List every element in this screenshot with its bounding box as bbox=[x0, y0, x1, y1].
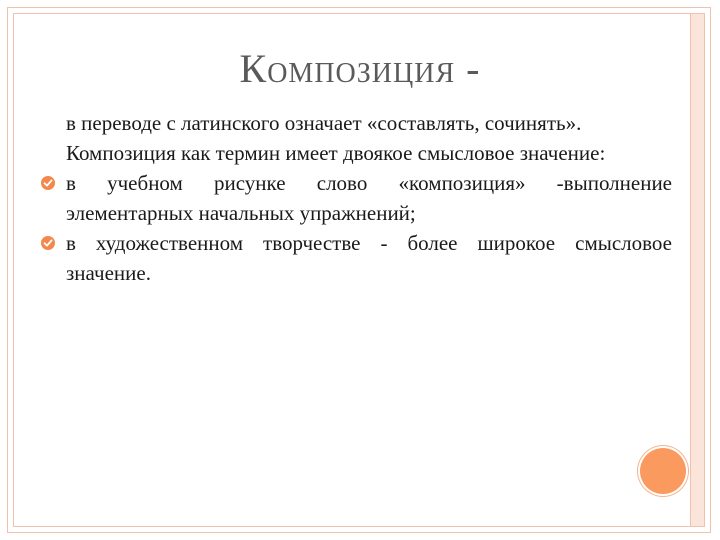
paragraph-2: Композиция как термин имеет двоякое смысловое значение: bbox=[66, 141, 606, 165]
circle-check-icon bbox=[41, 176, 55, 190]
bullet-item-1 bbox=[66, 168, 672, 228]
paragraph-1: в переводе с латинского означает «составлять, сочинять». bbox=[66, 111, 582, 135]
bullet-text-1: в учебном рисунке слово «композиция» -выполнение элементарных начальных упражнений; bbox=[66, 171, 672, 225]
circle-check-icon bbox=[41, 236, 55, 250]
slide-title: Композиция - bbox=[239, 46, 481, 91]
decorative-circle bbox=[640, 448, 686, 494]
bullet-text-2: в художественном творчестве - более широкое смысловое значение. bbox=[66, 231, 672, 285]
slide-body bbox=[66, 108, 672, 288]
bullet-item-2 bbox=[66, 228, 672, 288]
